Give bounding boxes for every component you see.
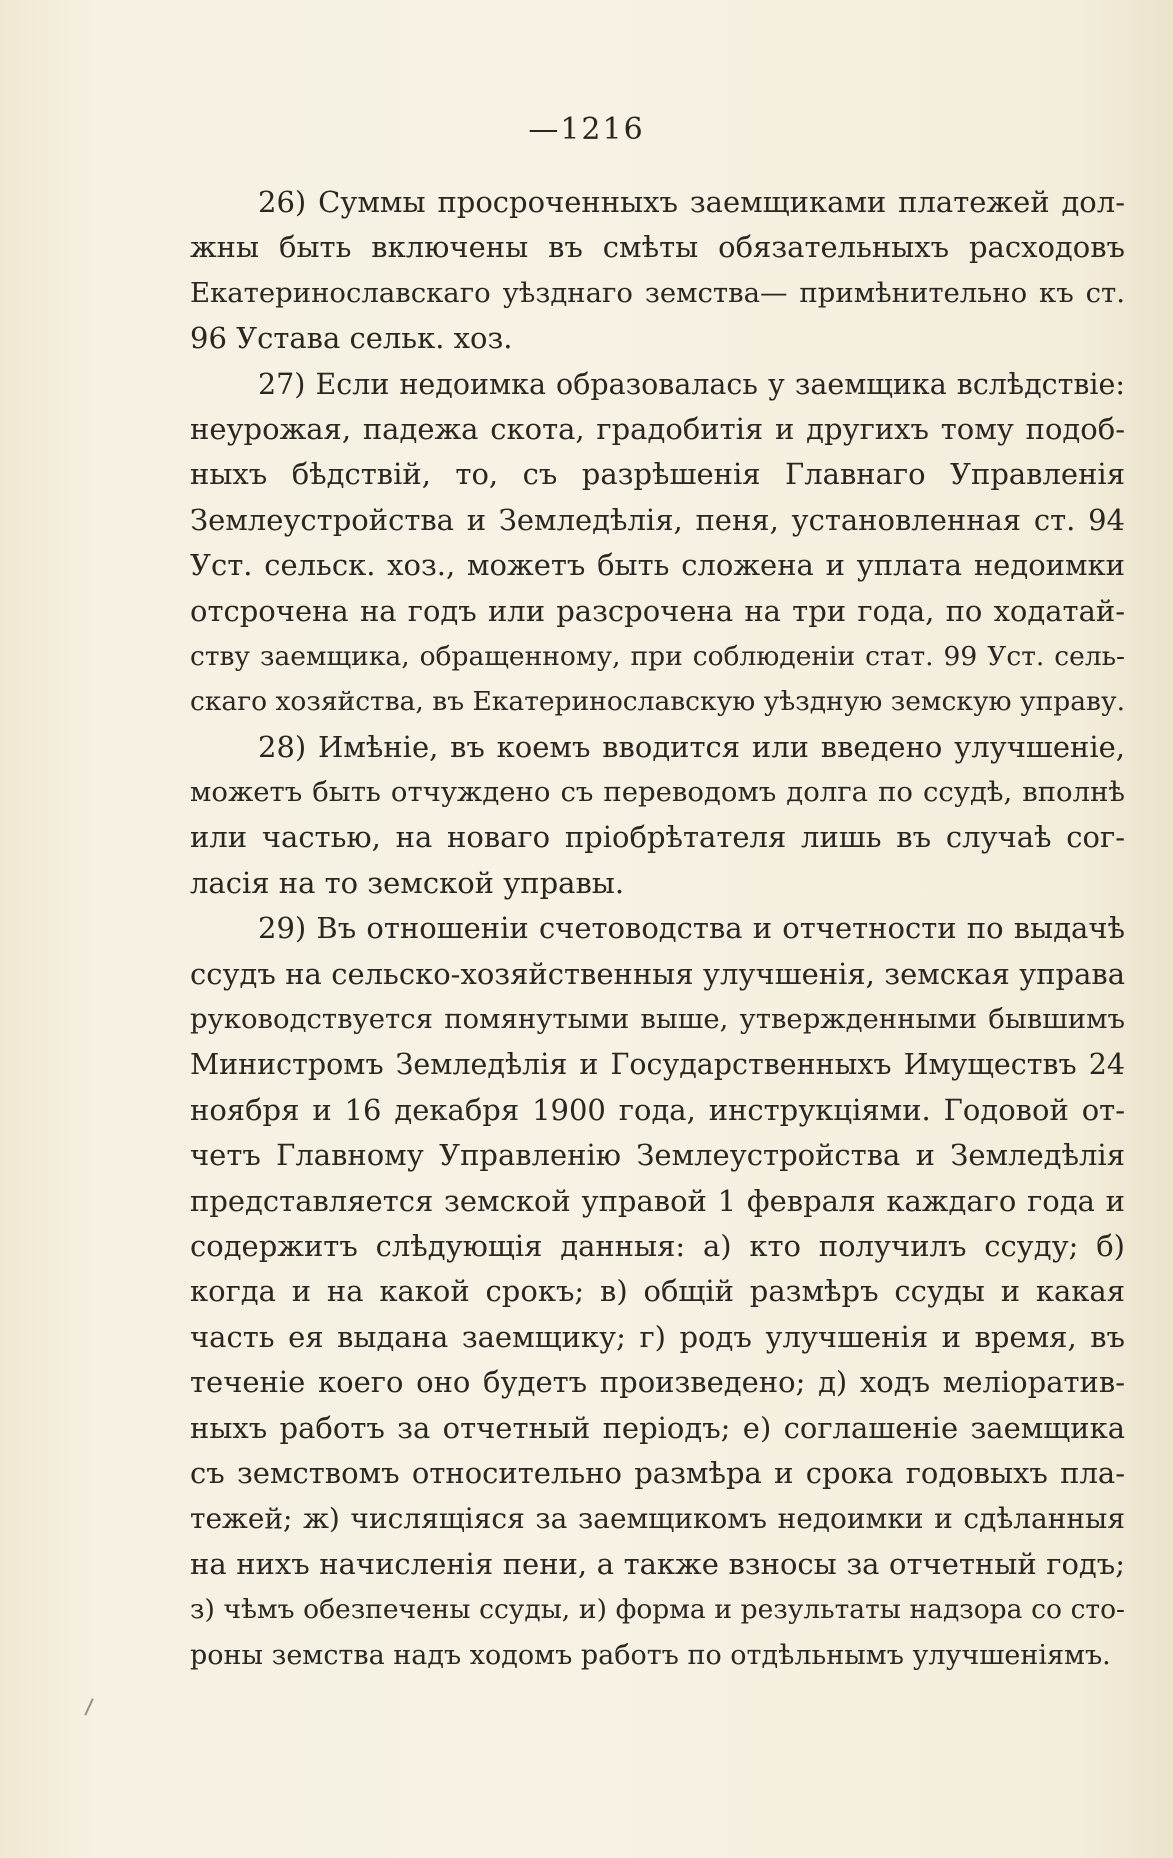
text-line: можетъ быть отчуждено съ переводомъ долга по ссудѣ, вполнѣ bbox=[190, 776, 1125, 809]
text-line: отсрочена на годъ или разсрочена на три года, по ходатай- bbox=[190, 593, 1125, 628]
text-line: ноября и 16 декабря 1900 года, инструкціями. Годовой от- bbox=[190, 1092, 1125, 1127]
text-line: 28) Имѣніе, въ коемъ вводится или введено улучшеніе, bbox=[258, 729, 1125, 764]
text-line: содержитъ слѣдующія данныя: а) кто получилъ ссуду; б) bbox=[190, 1228, 1125, 1263]
text-line: руководствуется помянутыми выше, утвержденными бывшимъ bbox=[190, 1003, 1125, 1036]
text-line: неурожая, падежа скота, градобитія и другихъ тому подоб- bbox=[190, 411, 1125, 446]
text-line: ласія на то земской управы. bbox=[190, 865, 625, 900]
text-line: скаго хозяйства, въ Екатеринославскую уѣздную земскую управу. bbox=[190, 686, 1125, 718]
text-line: представляется земской управой 1 февраля каждаго года и bbox=[190, 1183, 1125, 1218]
page-number: —1216 bbox=[528, 112, 645, 147]
text-line: или частью, на новаго пріобрѣтателя лишь въ случаѣ сог- bbox=[190, 820, 1125, 855]
body-text bbox=[190, 180, 1125, 1678]
text-line: жны быть включены въ смѣты обязательныхъ расходовъ bbox=[190, 230, 1125, 265]
text-line: тежей; ж) числящіяся за заемщикомъ недоимки и сдѣланныя bbox=[190, 1502, 1125, 1536]
text-line: ссудъ на сельско-хозяйственныя улучшенія, земская управа bbox=[190, 956, 1125, 991]
text-line: з) чѣмъ обезпечены ссуды, и) форма и результаты надзора со сто- bbox=[190, 1594, 1125, 1626]
text-line: роны земства надъ ходомъ работъ по отдѣльнымъ улучшеніямъ. bbox=[190, 1639, 1111, 1671]
text-line: 96 Устава сельк. хоз. bbox=[190, 321, 513, 356]
text-line: когда и на какой срокъ; в) общій размѣръ ссуды и какая bbox=[190, 1274, 1125, 1309]
text-line: 29) Въ отношеніи счетоводства и отчетности по выдачѣ bbox=[258, 911, 1125, 946]
text-line: съ земствомъ относительно размѣра и срока годовыхъ пла- bbox=[190, 1455, 1125, 1490]
text-line: четъ Главному Управленію Землеустройства и Земледѣлія bbox=[190, 1138, 1125, 1173]
stray-ink-mark bbox=[84, 1698, 93, 1715]
text-line: теченіе коего оно будетъ произведено; д) ходъ меліоратив- bbox=[190, 1365, 1125, 1400]
text-line: 27) Если недоимка образовалась у заемщика вслѣдствіе: bbox=[258, 367, 1125, 401]
text-line: на нихъ начисленія пени, а также взносы за отчетный годъ; bbox=[190, 1546, 1125, 1581]
text-line: ству заемщика, обращенному, при соблюденіи стат. 99 Уст. сель- bbox=[190, 640, 1125, 672]
text-line: Землеустройства и Земледѣлія, пеня, установленная ст. 94 bbox=[190, 502, 1125, 537]
text-line: ныхъ работъ за отчетный періодъ; е) соглашеніе заемщика bbox=[190, 1410, 1125, 1445]
text-line: Уст. сельск. хоз., можетъ быть сложена и уплата недоимки bbox=[190, 548, 1125, 583]
text-line: часть ея выдана заемщику; г) родъ улучшенія и время, въ bbox=[190, 1319, 1125, 1354]
text-line: Министромъ Земледѣлія и Государственныхъ Имуществъ 24 bbox=[190, 1048, 1125, 1082]
text-line: 26) Суммы просроченныхъ заемщиками платежей дол- bbox=[258, 185, 1125, 219]
text-line: ныхъ бѣдствій, то, съ разрѣшенія Главнаго Управленія bbox=[190, 457, 1125, 492]
text-line: Екатеринославскаго уѣзднаго земства— примѣнительно къ ст. bbox=[190, 276, 1125, 309]
